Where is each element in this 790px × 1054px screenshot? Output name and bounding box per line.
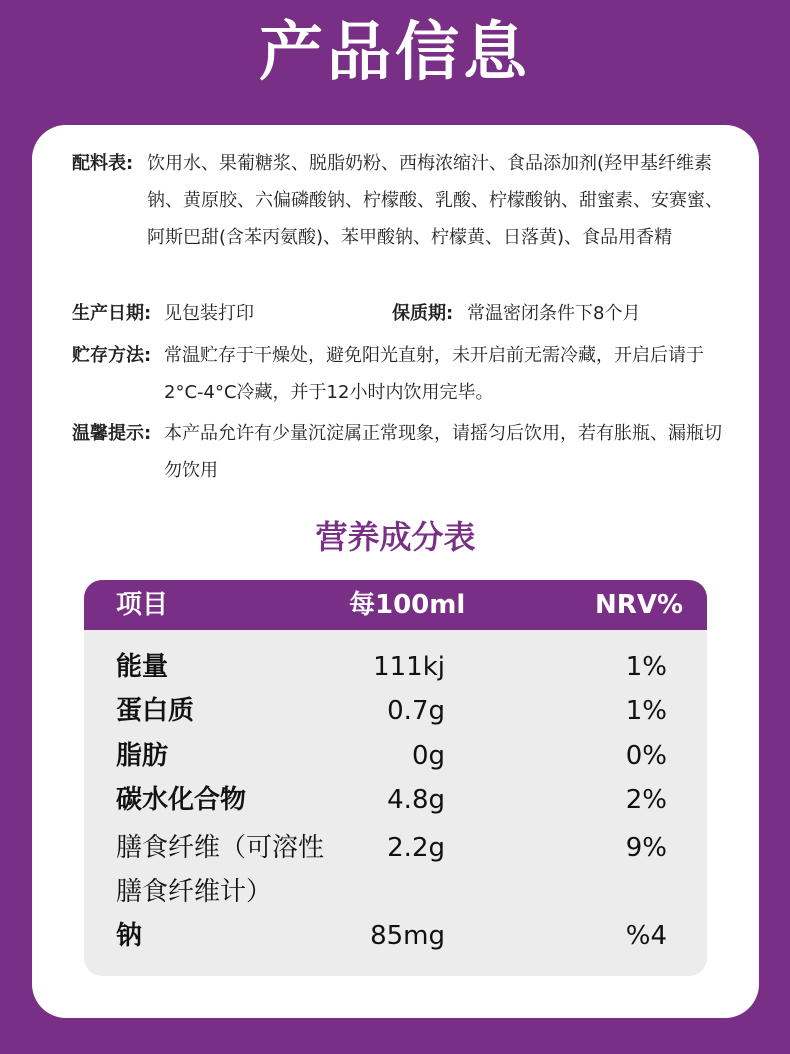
nutrient-nrv: 1%	[625, 652, 667, 682]
product-info-card	[32, 125, 759, 1018]
ingredients-row	[72, 145, 729, 295]
nutrient-value: 4.8g	[387, 785, 445, 815]
header-item: 项目	[116, 590, 169, 620]
storage-row	[72, 337, 729, 411]
date-row	[72, 295, 729, 332]
nutrient-value: 0.7g	[387, 696, 445, 726]
nutrient-name: 膳食纤维（可溶性膳食纤维计）	[116, 833, 325, 907]
shelf-life-value: 常温密闭条件下8个月	[467, 303, 641, 324]
header-nrv: NRV%	[595, 590, 683, 620]
nutrient-nrv: 9%	[625, 833, 667, 863]
production-date-label: 生产日期:	[72, 303, 152, 324]
nutrient-nrv: 0%	[625, 741, 667, 771]
nutrition-title: 营养成分表	[315, 518, 476, 556]
header-per-100ml: 每100ml	[349, 590, 466, 620]
ingredients-label: 配料表:	[72, 153, 134, 174]
nutrient-nrv: 1%	[625, 696, 667, 726]
tip-row	[72, 415, 729, 489]
nutrient-nrv: 2%	[625, 785, 667, 815]
nutrient-name: 蛋白质	[116, 696, 195, 726]
nutrient-value: 85mg	[370, 921, 445, 951]
tip-text: 本产品允许有少量沉淀属正常现象，请摇匀后饮用，若有胀瓶、漏瓶切勿饮用	[164, 423, 722, 481]
shelf-life-label: 保质期:	[392, 303, 454, 324]
nutrient-nrv: %4	[625, 921, 667, 951]
production-date-value: 见包装打印	[164, 303, 254, 324]
nutrient-name: 能量	[116, 652, 169, 682]
nutrient-name: 碳水化合物	[116, 785, 247, 815]
nutrient-value: 2.2g	[387, 833, 445, 863]
nutrition-table-header	[84, 580, 707, 630]
nutrient-value: 111kj	[373, 652, 445, 682]
nutrient-name: 钠	[116, 921, 143, 951]
nutrient-name: 脂肪	[116, 741, 169, 771]
storage-text: 常温贮存于干燥处，避免阳光直射，未开启前无需冷藏，开启后请于2°C-4°C冷藏，并于12小时内饮用完毕。	[164, 345, 704, 403]
page-title: 产品信息	[259, 16, 531, 90]
nutrient-value: 0g	[411, 741, 445, 771]
storage-label: 贮存方法:	[72, 345, 152, 366]
tip-label: 温馨提示:	[72, 423, 152, 444]
nutrition-table	[84, 580, 707, 976]
ingredients-text: 饮用水、果葡糖浆、脱脂奶粉、西梅浓缩汁、食品添加剂(羟甲基纤维素钠、黄原胶、六偏磷酸钠、柠檬酸、乳酸、柠檬酸钠、甜蜜素、安赛蜜、阿斯巴甜(含苯丙氨酸)、苯甲酸钠、柠檬黄、日落黄)、食品用香精	[147, 153, 723, 248]
